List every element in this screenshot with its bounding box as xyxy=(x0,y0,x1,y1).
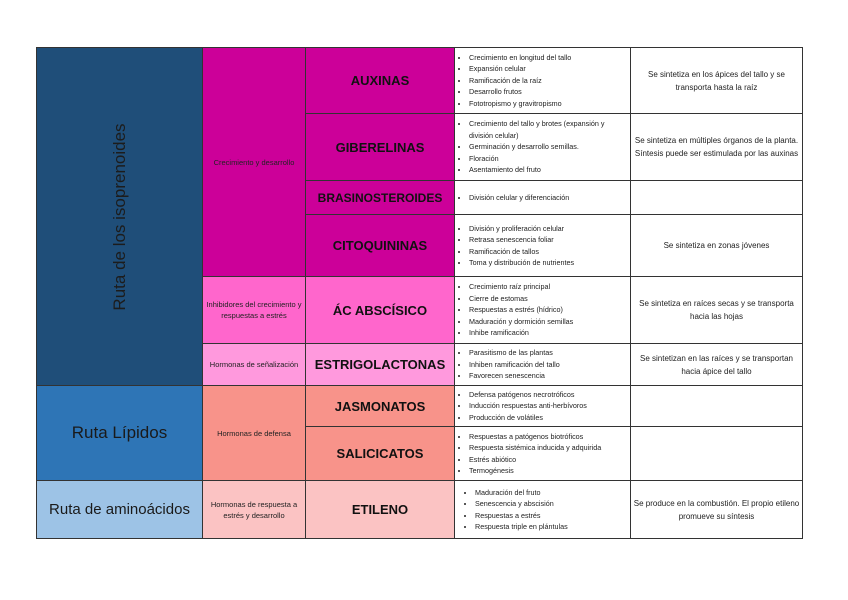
function-growth: Crecimiento y desarrollo xyxy=(203,48,306,277)
effects-brasinosteroides xyxy=(455,181,631,215)
origin-jasmonatos xyxy=(631,386,803,427)
table-row-jasmonatos xyxy=(37,386,803,427)
origin-brasinosteroides xyxy=(631,181,803,215)
effect-item: • Ramificación de la raíz xyxy=(469,75,628,87)
effect-item: • Crecimiento raíz principal xyxy=(469,281,628,293)
effect-item: • Parasitismo de las plantas xyxy=(469,347,628,359)
effects-jasmonatos xyxy=(455,386,631,427)
effect-item: • Defensa patógenos necrotróficos xyxy=(469,389,628,401)
path-lipids: Ruta Lípidos xyxy=(37,386,203,481)
effect-item: • División celular y diferenciación xyxy=(469,192,628,204)
effect-item: • Retrasa senescencia foliar xyxy=(469,234,628,246)
effect-item: • Expansión celular xyxy=(469,63,628,75)
effect-item: • Inhiben ramificación del tallo xyxy=(469,359,628,371)
effect-item: • Desarrollo frutos xyxy=(469,86,628,98)
effect-item: • Favorecen senescencia xyxy=(469,370,628,382)
effect-item: • Crecimiento del tallo y brotes (expansión y división celular) xyxy=(469,118,628,141)
effect-item: • Toma y distribución de nutrientes xyxy=(469,257,628,269)
hormone-name-jasmonatos: JASMONATOS xyxy=(306,386,455,427)
effect-item: • Maduración del fruto xyxy=(475,487,628,499)
hormone-name-abscisico: ÁC ABSCÍSICO xyxy=(306,277,455,344)
effect-item: • Respuestas a estrés (hídrico) xyxy=(469,304,628,316)
function-signaling: Hormonas de señalización xyxy=(203,344,306,386)
effects-abscisico xyxy=(455,277,631,344)
origin-salicicatos xyxy=(631,427,803,481)
origin-auxinas: Se sintetiza en los ápices del tallo y se transporta hasta la raíz xyxy=(631,48,803,114)
effects-giberelinas xyxy=(455,114,631,181)
effect-item: • Ramificación de tallos xyxy=(469,246,628,258)
effect-item: • Floración xyxy=(469,153,628,165)
effect-item: • Producción de volátiles xyxy=(469,412,628,424)
effects-salicicatos xyxy=(455,427,631,481)
path-isoprenoids-label: Ruta de los isoprenoides xyxy=(109,122,129,311)
effect-item: • Cierre de estomas xyxy=(469,293,628,305)
hormone-table xyxy=(36,47,803,539)
function-inhibitors: Inhibidores del crecimiento y respuestas a estrés xyxy=(203,277,306,344)
effects-estrigolactonas xyxy=(455,344,631,386)
origin-giberelinas: Se sintetiza en múltiples órganos de la planta. Síntesis puede ser estimulada por las auxinas xyxy=(631,114,803,181)
effect-item: • Maduración y dormición semillas xyxy=(469,316,628,328)
origin-etileno: Se produce en la combustión. El propio etileno promueve su síntesis xyxy=(631,481,803,539)
hormone-name-giberelinas: GIBERELINAS xyxy=(306,114,455,181)
hormone-name-salicicatos: SALICICATOS xyxy=(306,427,455,481)
hormone-name-citoquininas: CITOQUININAS xyxy=(306,215,455,277)
effects-etileno xyxy=(455,481,631,539)
path-isoprenoids xyxy=(37,48,203,386)
effect-item: • Senescencia y abscisión xyxy=(475,498,628,510)
effects-citoquininas xyxy=(455,215,631,277)
effect-item: • Asentamiento del fruto xyxy=(469,164,628,176)
hormone-name-brasinosteroides: BRASINOSTEROIDES xyxy=(306,181,455,215)
effects-auxinas xyxy=(455,48,631,114)
function-defense: Hormonas de defensa xyxy=(203,386,306,481)
origin-estrigolactonas: Se sintetizan en las raíces y se transportan hacia ápice del tallo xyxy=(631,344,803,386)
effect-item: • Fototropismo y gravitropismo xyxy=(469,98,628,110)
effect-item: • Crecimiento en longitud del tallo xyxy=(469,52,628,64)
effect-item: • División y proliferación celular xyxy=(469,223,628,235)
function-stress: Hormonas de respuesta a estrés y desarrollo xyxy=(203,481,306,539)
path-amino: Ruta de aminoácidos xyxy=(37,481,203,539)
origin-citoquininas: Se sintetiza en zonas jóvenes xyxy=(631,215,803,277)
hormone-name-etileno: ETILENO xyxy=(306,481,455,539)
hormone-name-auxinas: AUXINAS xyxy=(306,48,455,114)
effect-item: • Germinación y desarrollo semillas. xyxy=(469,141,628,153)
effect-item: • Termogénesis xyxy=(469,465,628,477)
hormone-name-estrigolactonas: ESTRIGOLACTONAS xyxy=(306,344,455,386)
table-row-auxinas xyxy=(37,48,803,114)
effect-item: • Respuestas a patógenos biotróficos xyxy=(469,431,628,443)
effect-item: • Respuestas a estrés xyxy=(475,510,628,522)
effect-item: • Inducción respuestas anti-herbívoros xyxy=(469,400,628,412)
origin-abscisico: Se sintetiza en raíces secas y se transporta hacia las hojas xyxy=(631,277,803,344)
effect-item: • Respuesta triple en plántulas xyxy=(475,521,628,533)
effect-item: • Estrés abiótico xyxy=(469,454,628,466)
table-row-etileno xyxy=(37,481,803,539)
effect-item: • Inhibe ramificación xyxy=(469,327,628,339)
effect-item: • Respuesta sistémica inducida y adquirida xyxy=(469,442,628,454)
